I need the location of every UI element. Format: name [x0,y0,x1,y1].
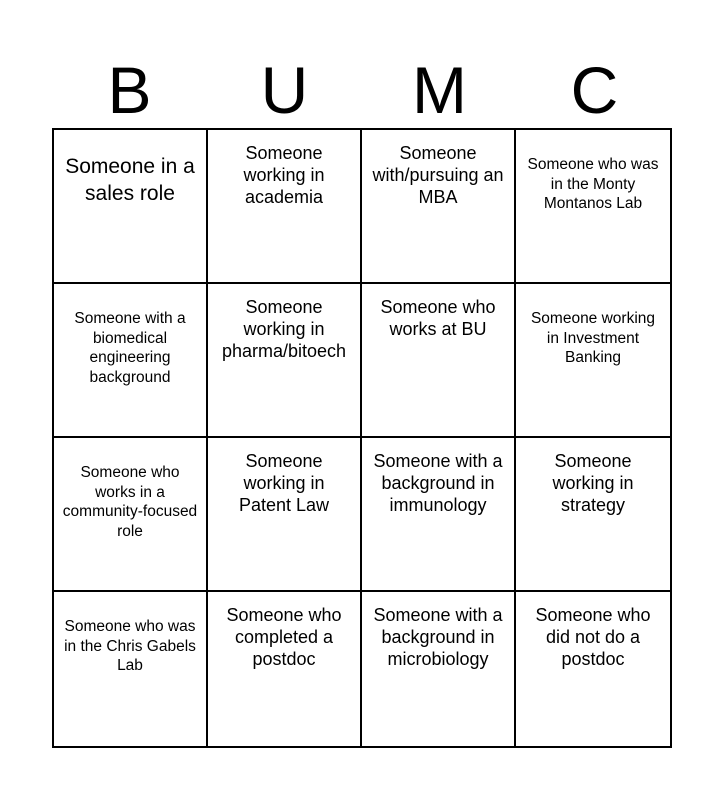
bingo-cell-text: Someone with a biomedical engineering background [74,310,186,386]
header-letter-m: M [412,53,467,127]
bingo-cell[interactable] [54,592,208,746]
bingo-cell[interactable] [54,130,208,284]
bingo-grid [52,128,672,748]
bingo-cell[interactable] [208,438,362,592]
bingo-cell[interactable] [362,438,516,592]
bingo-cell-text: Someone who works in a community-focused role [62,464,198,540]
bingo-cell[interactable] [516,438,670,592]
bingo-cell-text: Someone working in academia [243,143,325,207]
bingo-cell-text: Someone who was in the Chris Gabels Lab [64,618,196,674]
bingo-cell[interactable] [362,130,516,284]
bingo-cell[interactable] [54,438,208,592]
bingo-cell-text: Someone working in strategy [552,451,634,515]
bingo-cell-text: Someone in a sales role [65,155,195,205]
bingo-cell[interactable] [208,130,362,284]
bingo-cell-text: Someone working in Investment Banking [530,310,656,366]
bingo-cell[interactable] [208,592,362,746]
header-letter-b: B [107,53,152,127]
bingo-cell[interactable] [516,284,670,438]
bingo-cell[interactable] [362,592,516,746]
bingo-cell-text: Someone who works at BU [380,297,496,339]
bingo-cell[interactable] [362,284,516,438]
header-letter-c: C [570,53,619,127]
bingo-cell[interactable] [208,284,362,438]
bingo-cell[interactable] [516,592,670,746]
bingo-cell-text: Someone with/pursuing an MBA [372,143,504,207]
bingo-cell-text: Someone with a background in microbiology [373,605,503,669]
bingo-cell[interactable] [516,130,670,284]
bingo-header [52,52,672,128]
bingo-cell-text: Someone who was in the Monty Montanos Lab [527,156,659,212]
bingo-cell-text: Someone who did not do a postdoc [535,605,651,669]
bingo-cell-text: Someone working in pharma/bitoech [221,297,347,361]
bingo-cell-text: Someone with a background in immunology [373,451,503,515]
bingo-cell[interactable] [54,284,208,438]
bingo-cell-text: Someone working in Patent Law [238,451,330,515]
header-letter-u: U [260,53,309,127]
bingo-cell-text: Someone who completed a postdoc [226,605,342,669]
